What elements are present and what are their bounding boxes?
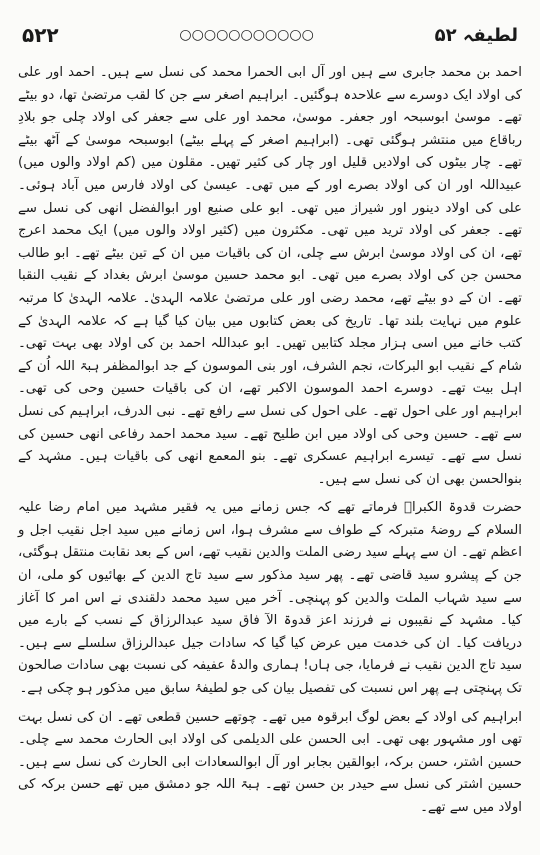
paragraph-3: ابراہیم کی اولاد کے بعض لوگ ابرقوہ میں تھے۔ چوتھے حسین قطعی تھے۔ ان کی نسل بہت تھی اور مشہور بھی تھی۔ ابی الحسن علی الدیلمی کی اولاد ابی الحارث محمد سے چلی۔ حسین اشتر، حسن برکہ، ابوالقین بجابر اور آل ابوالسعادات ابی الحارث کی نسل سے ہیں۔ حسین اشتر کی نسل سے حیدر بن حسن تھے۔ ہبۃ اللہ جو دمشق میں تھے حسن برکہ کی اولاد میں سے تھے۔ <box>18 709 522 815</box>
page-number: ۵۲۲ <box>22 23 59 47</box>
page-header <box>22 20 518 50</box>
body-text <box>18 62 522 826</box>
header-ornament: ○○○○○○○○○○○ <box>179 27 314 43</box>
running-title: لطیفہ ۵۲ <box>434 24 518 46</box>
paragraph-2: حضرت قدوۃ الکبراؒ فرماتے تھے کہ جس زمانے میں یہ فقیر مشہد میں امام رضا علیہ السلام کے روضۂ متبرکہ کے طواف سے مشرف ہوا، اس زمانے میں سید اجل نقیب اجل و اعظم تھے۔ ان سے پہلے سید رضی الملت والدین نقیب تھے، اس کے بعد نقابت منتقل ہوگئی، جن کے پیشرو سید قاضی تھے۔ پھر سید مذکور سے سید تاج الدین کے بھائیوں کو ملی، ان سے سید شہاب الملت والدین کو پہنچی۔ آخر میں سید محمد دلقندی نے اس امر کا آغاز کیا۔ مشہد کے نقیبوں نے فرزند اعز قدوۃ الآ فاق سید عبدالرزاق کے نسب کے بارے میں دریافت کیا۔ ان کی خدمت میں عرض کیا گیا کہ سادات جیل عبدالرزاق سلسلے سے ہیں۔ سید تاج الدین نقیب نے فرمایا، جی ہاں! ہماری والدۂ عفیفہ کی نسبت بھی سادات صالحون تک پہنچتی ہے پھر اس نسبت کی تفصیل بیان کی جو لطیفۂ سابق میں مذکور ہو چکی ہے۔ <box>18 500 522 697</box>
paragraph-1: احمد بن محمد جابری سے ہیں اور آل ابی الحمرا محمد کی نسل سے ہیں۔ احمد اور علی کی اولاد ایک دوسرے سے علاحدہ ہوگئیں۔ ابراہیم اصغر سے جن کا لقب مرتضیٰ تھا، دو بیٹے تھے۔ موسیٰ ابوسبحہ اور جعفر۔ موسیٰ، محمد اور علی سے جعفر کی اولاد چلی جو بلادِ رباقاع میں منتشر ہوگئی تھی۔ (ابراہیم اصغر کے پہلے بیٹے) ابوسبحہ موسیٰ کے آٹھ بیٹے تھے۔ چار بیٹوں کی اولادیں قلیل اور چار کی کثیر تھیں۔ مقلون میں (کم اولاد والوں میں) عبیداللہ اور ان کی اولاد بصرے اور کے میں تھی۔ عیسیٰ کی اولاد فارس میں آباد ہوئی۔ علی کی اولاد دینور اور شیراز میں تھی۔ ابو علی صنیع اور ابوالفضل انھی کی نسل سے تھے۔ جعفر کی اولاد ترید میں تھی۔ مکثرون میں (کثیر اولاد والوں میں) ایک محمد اعرج تھے، ان کی اولاد موسیٰ ابرش سے چلی، ان کی باقیات میں ان کے تین بیٹے تھے۔ ابو طالب محسن جن کی اولاد بصرے میں تھی۔ ابو محمد حسین موسیٰ ابرش بغداد کے نقیب النقبا تھے۔ ان کے دو بیٹے تھے، محمد رضی اور علی مرتضیٰ علامہ الہدیٰ۔ علامہ الہدیٰ کا مرتبہ علوم میں نہایت بلند تھا۔ تاریخ کی بعض کتابوں میں بیان کیا گیا ہے کہ علامہ الہدیٰ کے کتب خانے میں اسی ہزار مجلد کتابیں تھیں۔ ابو عبداللہ احمد بن کی اولاد بھی بہت تھی۔ شام کے نقیب ابو البرکات، نجم الشرف، اور بنی الموسون کے جد ابوالمظفر ہبۃ اللہ اُن کے اہل بیت تھے۔ دوسرے احمد الموسون الاکبر تھے، ان کی باقیات حسین وحی کی تھی۔ ابراہیم اور علی احول تھے۔ علی احول کی نسل سے رافع تھے۔ نبی الدرف، ابراہیم کی نسل سے تھے۔ حسین وحی کی اولاد میں ابن طلیح تھے۔ سید محمد احمد رفاعی انھی حسین کی نسل سے تھے۔ تیسرے ابراہیم عسکری تھے۔ بنو المعمع انھی کی باقیات ہیں۔ مشہد کے بنوالحسن بھی ان کی نسل سے ہیں۔ <box>18 65 522 487</box>
